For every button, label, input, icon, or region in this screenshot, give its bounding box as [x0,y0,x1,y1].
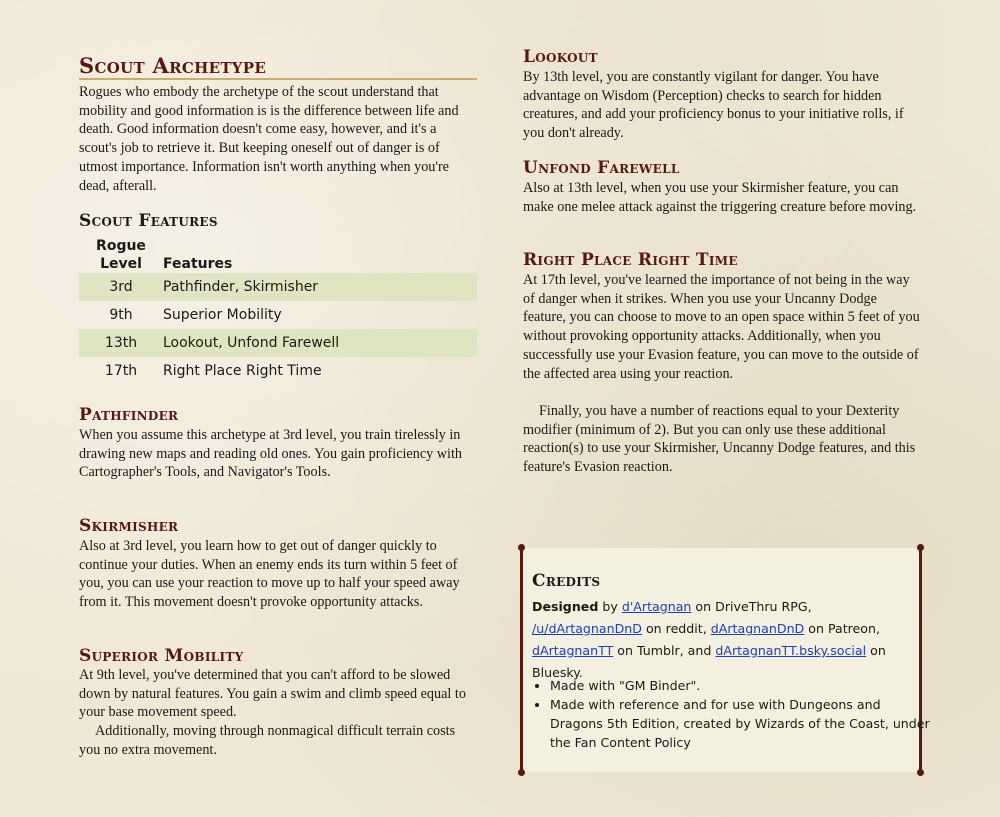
row-features: Pathfinder, Skirmisher [163,273,477,301]
list-item: • Made with reference and for use with Dungeons and Dragons 5th Edition, created by Wizards of the Coast, under the Fan Content Policy [550,695,930,752]
credits-corner-dot [917,769,924,776]
credits-corner-dot [518,544,525,551]
row-features: Superior Mobility [163,307,282,323]
header-features: Features [163,256,233,272]
right-place-body-2: Finally, you have a number of reactions equal to your Dexterity modifier (minimum of 2). But you can only use these additional reaction(s) to use your Skirmisher, Uncanny Dodge features, and this feature's Evasion reaction. [523,403,916,476]
link-dartagnan[interactable]: d'Artagnan [621,599,692,614]
credits-title: Credits [532,571,601,591]
credits-text-drivethru: on DriveThru RPG, [691,599,812,614]
title-underline [79,78,477,80]
unfond-farewell-title: Unfond Farewell [523,158,680,178]
designed-label: Designed [532,599,599,614]
link-patreon[interactable]: dArtagnanDnD [710,621,805,636]
credits-left-bar [520,546,523,774]
link-tumblr[interactable]: dArtagnanTT [532,643,614,658]
right-place-title: Right Place Right Time [523,250,738,270]
scout-archetype-title: Scout Archetype [79,53,267,78]
superior-mobility-title: Superior Mobility [79,646,244,666]
lookout-title: Lookout [523,47,598,67]
credits-text-bluesky: on Bluesky. [532,643,886,680]
credits-text [532,596,912,684]
credits-box [522,548,930,772]
row-level: 9th [109,307,133,323]
credits-text-patreon: on Patreon, [804,621,880,636]
pathfinder-title: Pathfinder [79,405,179,425]
features-table [79,237,477,385]
credits-corner-dot [917,544,924,551]
link-bluesky[interactable]: dArtagnanTT.bsky.social [715,643,867,658]
scout-archetype-body: Rogues who embody the archetype of the scout understand that mobility and good information is is the difference between life and death. Good information doesn't come easy, however, and it's a scout's job to retrieve it. But keeping oneself out of danger is of utmost importance. Information isn't worth anything when you're dead, afterall. [79,84,459,194]
header-rogue-level [79,237,163,273]
right-place-body-1: At 17th level, you've learned the importance of not being in the way of danger when it strikes. When you use your Uncanny Dodge feature, you can choose to move to an open space within 5 feet of you without provoking opportunity attacks. Additionally, when you successfully use your Evasion feature, you can move to the outside of the affected area using your reaction. [523,272,920,382]
row-features: Right Place Right Time [163,363,322,379]
superior-mobility-body-2: Additionally, moving through nonmagical difficult terrain costs you no extra movement. [79,723,456,758]
row-level: 17th [104,363,138,379]
skirmisher-body: Also at 3rd level, you learn how to get out of danger quickly to continue your duties. When an enemy ends its turn within 5 feet of you, you can use your reaction to move up to half your speed away from it. This movement doesn't provoke opportunity attacks. [79,538,460,611]
lookout-body: By 13th level, you are constantly vigilant for danger. You have advantage on Wisdom (Perception) checks to search for hidden creatures, and add your proficiency bonus to your initiative rolls, if you don't already. [523,69,904,142]
row-features: Lookout, Unfond Farewell [163,329,477,357]
unfond-farewell-body: Also at 13th level, when you use your Skirmisher feature, you can make one melee attack against the triggering creature before moving. [523,180,917,215]
pathfinder-body: When you assume this archetype at 3rd level, you train tirelessly in drawing new maps and reading old ones. You gain proficiency with Cartographer's Tools, and Navigator's Tools. [79,427,462,481]
header-level-line1: Rogue [96,238,146,254]
credits-list [532,676,930,752]
credits-text-tumblr: on Tumblr, and [613,643,716,658]
credits-text-by: by [598,599,622,614]
table-header-row [79,237,477,273]
superior-mobility-body-1: At 9th level, you've determined that you can't afford to be slowed down by natural features. You gain a swim and climb speed equal to your base movement speed. [79,667,466,721]
scout-features-title: Scout Features [79,211,218,231]
credits-text-reddit: on reddit, [641,621,711,636]
link-reddit[interactable]: /u/dArtagnanDnD [532,621,642,636]
header-level-line2: Level [100,256,142,272]
row-level: 13th [79,329,163,357]
table-row [79,273,477,301]
table-row [79,329,477,357]
skirmisher-title: Skirmisher [79,516,179,536]
list-item: • Made with "GM Binder". [550,676,930,695]
table-row [79,357,477,385]
credits-corner-dot [518,769,525,776]
row-level: 3rd [79,273,163,301]
table-row [79,301,477,329]
